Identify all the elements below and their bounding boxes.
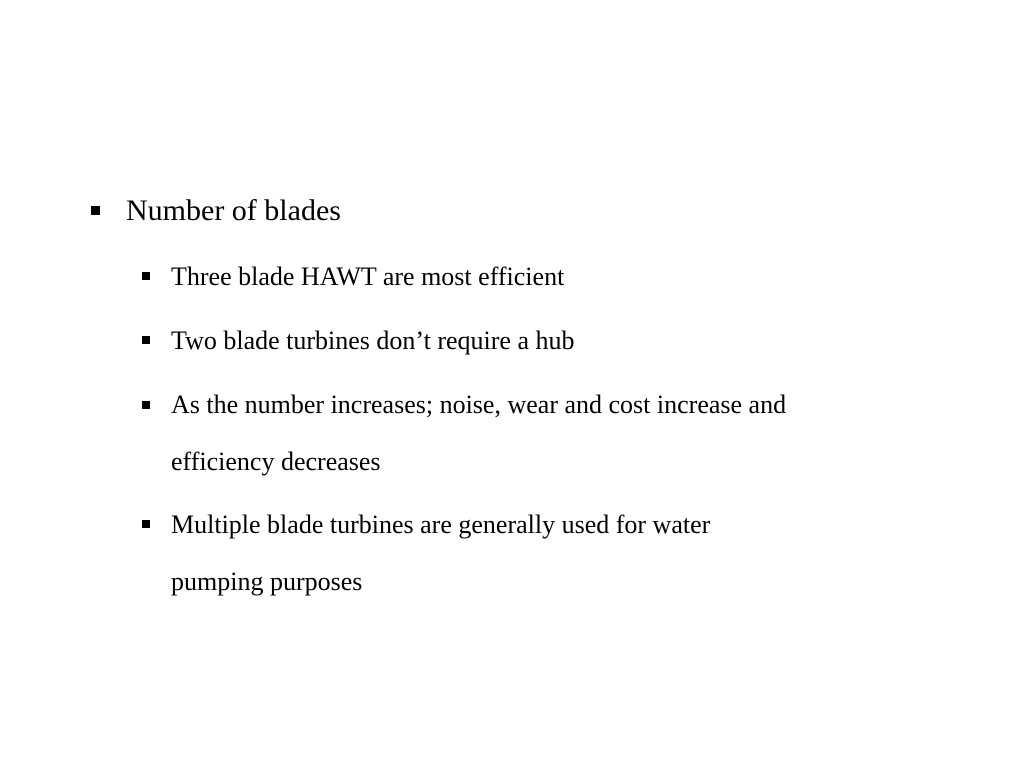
square-bullet-icon [142,401,150,409]
square-bullet-icon [142,272,150,280]
bullet-text: Two blade turbines don’t require a hub [171,326,575,355]
bullet-text-continuation: pumping purposes [171,567,363,596]
square-bullet-icon [142,336,150,344]
bullet-text: Three blade HAWT are most efficient [171,262,565,291]
bullet-text: Multiple blade turbines are generally used for water [171,510,711,539]
bullet-text: As the number increases; noise, wear and cost increase and [171,390,787,419]
bullet-text-continuation: efficiency decreases [171,447,381,476]
square-bullet-icon [142,520,150,528]
square-bullet-icon [91,206,100,215]
bullet-text: Number of blades [126,194,341,227]
